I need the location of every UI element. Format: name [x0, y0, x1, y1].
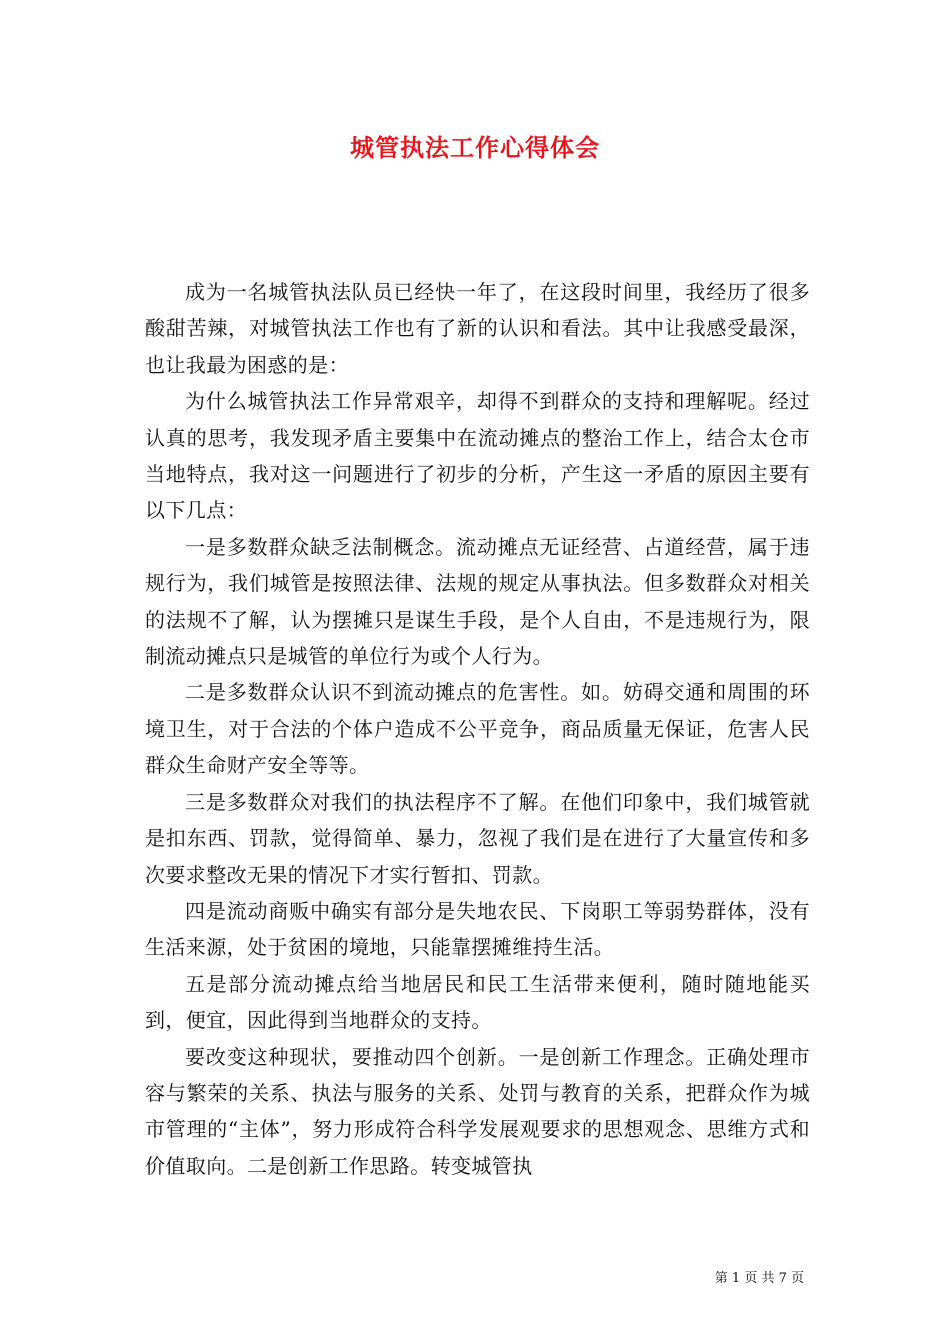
document-title: 城管执法工作心得体会 [350, 133, 600, 162]
paragraph-7: 五是部分流动摊点给当地居民和民工生活带来便利，随时随地能买到，便宜，因此得到当地群众的支持。 [145, 971, 810, 1033]
paragraph-3: 一是多数群众缺乏法制概念。流动摊点无证经营、占道经营，属于违规行为，我们城管是按照法律、法规的规定从事执法。但多数群众对相关的法规不了解，认为摆摊只是谋生手段，是个人自由，不是违规行为，限制流动摊点只是城管的单位行为或个人行为。 [145, 534, 810, 669]
document-body [145, 274, 810, 1184]
paragraph-8: 要改变这种现状，要推动四个创新。一是创新工作理念。正确处理市容与繁荣的关系、执法与服务的关系、处罚与教育的关系，把群众作为城市管理的“主体”，努力形成符合科学发展观要求的思想观念、思维方式和价值取向。二是创新工作思路。转变城管执 [145, 1044, 810, 1178]
paragraph-5: 三是多数群众对我们的执法程序不了解。在他们印象中，我们城管就是扣东西、罚款，觉得简单、暴力，忽视了我们是在进行了大量宣传和多次要求整改无果的情况下才实行暂扣、罚款。 [145, 789, 810, 887]
paragraph-2: 为什么城管执法工作异常艰辛，却得不到群众的支持和理解呢。经过认真的思考，我发现矛盾主要集中在流动摊点的整治工作上，结合太仓市当地特点，我对这一问题进行了初步的分析，产生这一矛盾的原因主要有以下几点： [145, 389, 810, 523]
page-number-footer: 第 1 页 共 7 页 [714, 1271, 804, 1286]
paragraph-6: 四是流动商贩中确实有部分是失地农民、下岗职工等弱势群体，没有生活来源，处于贫困的境地，只能靠摆摊维持生活。 [145, 898, 810, 960]
paragraph-4: 二是多数群众认识不到流动摊点的危害性。如。妨碍交通和周围的环境卫生，对于合法的个体户造成不公平竞争，商品质量无保证，危害人民群众生命财产安全等等。 [145, 680, 810, 778]
paragraph-1: 成为一名城管执法队员已经快一年了，在这段时间里，我经历了很多酸甜苦辣，对城管执法工作也有了新的认识和看法。其中让我感受最深，也让我最为困惑的是： [145, 280, 810, 377]
